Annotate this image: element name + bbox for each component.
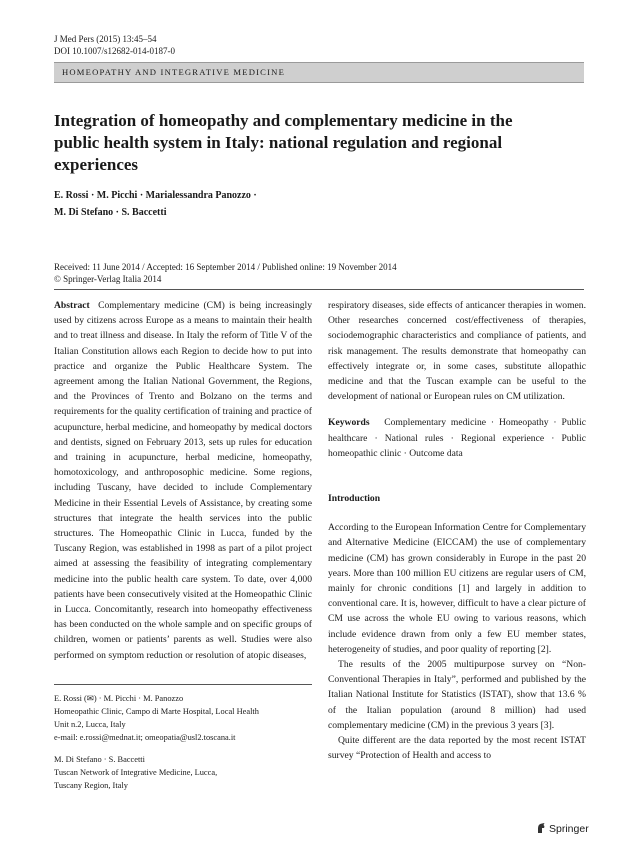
journal-meta — [54, 33, 175, 57]
affil2-line1: Tuscan Network of Integrative Medicine, Lucca, — [54, 768, 218, 777]
authors-line-1: E. Rossi · M. Picchi · Marialessandra Panozzo · — [54, 190, 257, 201]
section-label: HOMEOPATHY AND INTEGRATIVE MEDICINE — [62, 67, 286, 77]
copyright: © Springer-Verlag Italia 2014 — [54, 274, 162, 284]
affil-spacer — [54, 744, 312, 753]
springer-horse-icon — [536, 822, 546, 834]
doi: DOI 10.1007/s12682-014-0187-0 — [54, 46, 175, 56]
right-column — [328, 298, 586, 763]
abstract-paragraph — [54, 298, 312, 663]
affil2-names: M. Di Stefano · S. Baccetti — [54, 755, 145, 764]
affiliations — [54, 692, 312, 792]
keywords-text: Complementary medicine · Homeopathy · Public healthcare · National rules · Regional experience · Public homeopathic clinic · Outcome data — [328, 417, 586, 459]
authors-line-2: M. Di Stefano · S. Baccetti — [54, 207, 167, 218]
author-list — [54, 187, 524, 221]
history-dates: Received: 11 June 2014 / Accepted: 16 September 2014 / Published online: 19 November 2014 — [54, 262, 397, 272]
affil1-line1: Homeopathic Clinic, Campo di Marte Hospital, Local Health — [54, 707, 259, 716]
publication-dates — [54, 261, 584, 285]
footnote-divider — [54, 684, 312, 685]
abstract-text: Complementary medicine (CM) is being increasingly used by citizens across Europe as a means to maintain their health and to treat illness and disease. In Italy the reform of Title V of the Italian Constitution allows each Region to decide how to put into practice and organize the Public Healthcare System. The agreement among the Italian National Government, the Regions, and the Provinces of Trento and Bolzano on the terms and requirements for the quality certification of training and practice of acupuncture, herbal medicine, and homeopathy by medical doctors and dentists, signed on February 2013, sets up rules for education and training in acupuncture, herbal medicine, homeopathy, homotoxicology, and anthroposophic medicine. Some regions, including Tuscany, have decided to include Complementary Medicine in their Essential Levels of Assistance, by creating some structures that integrate the health services into the public structures. The Homeopathic Clinic in Lucca, funded by the Tuscany Region, was established in 1998 as part of a pilot project aimed at assessing the feasibility of integrating complementary medicine into the public health care system. To date, over 4,000 patients have been consecutively visited at the Homeopathic Clinic in Lucca. Concomitantly, research into homeopathy effectiveness has been conducted on the whole sample and on specific groups of children, women or patients’ parents as well. Studies were also performed on symptom reduction or resolution of atopic diseases, — [54, 300, 312, 661]
journal-citation: J Med Pers (2015) 13:45–54 — [54, 34, 157, 44]
intro-paragraph-2: The results of the 2005 multipurpose survey on “Non-Conventional Therapies in Italy”, performed and published by the Italian National Institute for Statistics (ISTAT), show that 13.6 % of the Italian population (around 8 million) had used complementary medicine (CM) in the previous 3 years [3]. — [328, 659, 586, 731]
intro-paragraph-1: According to the European Information Centre for Complementary and Alternative Medicine (EICCAM) the use of complementary medicine (CM) has grown considerably in Europe in the past 20 years. More than 100 million EU citizens are regular users of CM, mainly for chronic conditions [1] and largely in addition to conventional care. It is, however, difficult to have a clear picture of CM use across the whole EU owing to various reasons, which include evidence drawn from only a few EU member states, heterogeneity of studies, and poor quality of reporting [2]. — [328, 522, 586, 655]
affil2-line2: Tuscany Region, Italy — [54, 781, 128, 790]
left-column — [54, 298, 312, 663]
intro-paragraph-3: Quite different are the data reported by the most recent ISTAT survey “Protection of Health and access to — [328, 735, 586, 762]
article-title: Integration of homeopathy and complementary medicine in the public health system in Italy: national regulation and regional experiences — [54, 111, 513, 174]
keywords-paragraph — [328, 415, 586, 461]
affil1-email[interactable]: e-mail: e.rossi@mednat.it; omeopatia@usl2.toscana.it — [54, 733, 236, 742]
abstract-continued: respiratory diseases, side effects of anticancer therapies in women. Other researches concerned cost/effectiveness of therapies, sociodemographic characteristics and compliance of patients, and risk management. The results demonstrate that homeopathy can effectively integrate or, in some cases, substitute allopathic medicine and that the Tuscan example can be useful to the development of national or European rules on CM utilization. — [328, 300, 586, 403]
abstract-label: Abstract — [54, 300, 90, 311]
section-banner — [54, 62, 584, 83]
affil1-names: E. Rossi (✉) · M. Picchi · M. Panozzo — [54, 694, 184, 703]
publisher-logo — [536, 822, 589, 835]
introduction-heading: Introduction — [328, 493, 381, 505]
affil1-line2: Unit n.2, Lucca, Italy — [54, 720, 126, 729]
header-divider — [54, 289, 584, 290]
keywords-label: Keywords — [328, 417, 370, 429]
publisher-name: Springer — [549, 823, 589, 835]
